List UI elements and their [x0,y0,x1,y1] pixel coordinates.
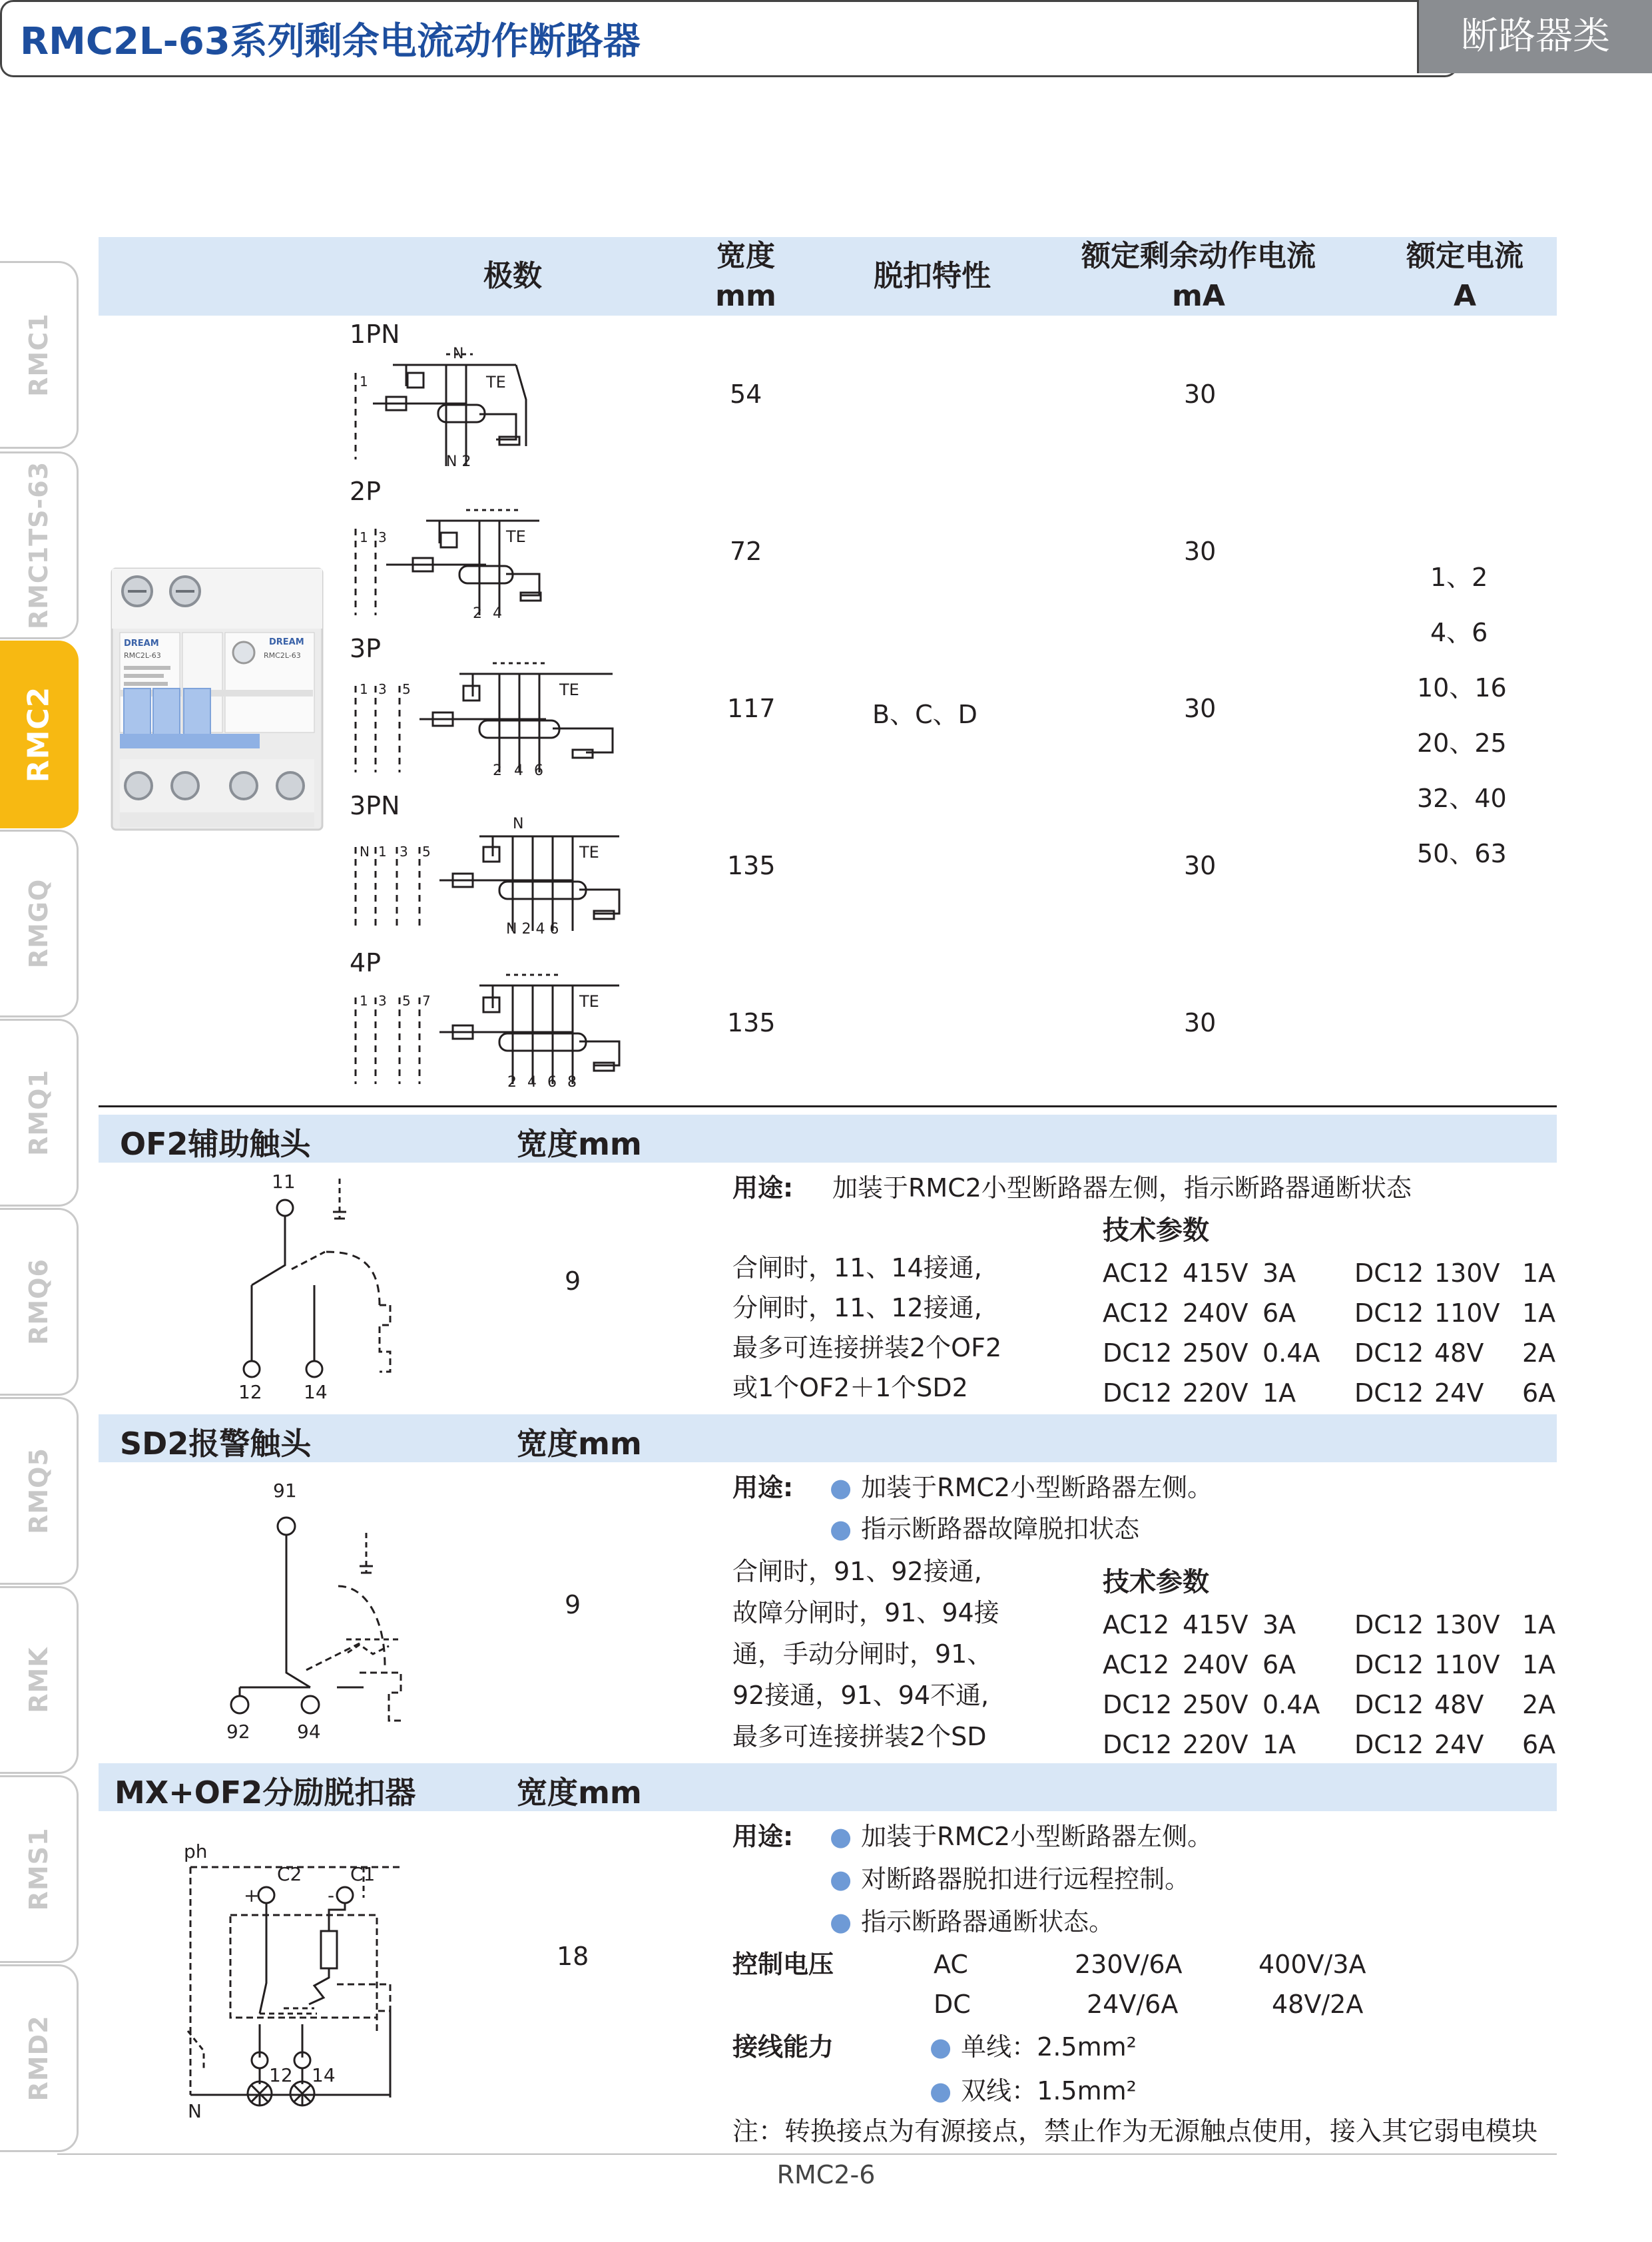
spec-cell: AC12 [1103,1610,1170,1639]
col-header-trip: 脱扣特性 [874,259,991,293]
col-header-width-unit: mm [715,279,776,313]
mx-label-c1: C1 [350,1863,376,1885]
wiring-diagram-3pn [346,814,639,940]
spec-cell: 1A [1262,1378,1296,1408]
wiring-diagram-4p [346,971,639,1097]
spec-cell: AC12 [1103,1259,1170,1288]
side-tab-rmq6[interactable]: RMQ6 [0,1208,79,1396]
table-cell-residual: 30 [1184,380,1217,409]
diagram-label-n: N [453,346,464,362]
mx-width-value: 18 [557,1942,589,1971]
diagram-label-2p-te: TE [506,527,526,546]
spec-cell: 240V [1183,1298,1248,1328]
mx-label-c2: C2 [277,1863,302,1885]
sd2-spec-title: 技术参数 [1103,1567,1209,1597]
spec-cell: 220V [1183,1378,1248,1408]
diagram-label-4p-3: 3 [378,993,387,1009]
diagram-label-n2: N 2 [446,453,471,470]
of2-usage-text: 加装于RMC2小型断路器左侧，指示断路器通断状态 [832,1173,1412,1203]
of2-desc-line: 合闸时，11、14接通, [732,1253,982,1282]
diagram-label-4p-1: 1 [360,993,368,1009]
device-model-label: RMC2L-63 [124,651,161,660]
mx-width-label: 宽度mm [517,1775,642,1811]
of2-section-band [99,1115,1557,1163]
mx-voltage-label: 控制电压 [732,1950,834,1979]
of2-usage-label: 用途: [732,1173,794,1203]
diagram-label-2p-1: 1 [360,529,368,545]
spec-cell: DC12 [1354,1730,1424,1759]
col-header-residual: 额定剩余动作电流 [1081,239,1316,273]
bullet-icon: ● [930,2032,952,2062]
spec-cell: DC12 [1354,1259,1424,1288]
spec-cell: DC12 [1354,1610,1424,1639]
mx-title: MX+OF2分励脱扣器 [115,1775,416,1811]
sd2-usage-item: ● 指示断路器故障脱扣状态 [830,1514,1140,1543]
mx-label-n: N [188,2100,202,2122]
spec-cell: AC12 [1103,1650,1170,1679]
rated-current-item: 32、40 [1417,784,1507,813]
category-badge: 断路器类 [1417,0,1652,73]
side-tab-rmq1[interactable]: RMQ1 [0,1019,79,1207]
rated-current-item: 20、25 [1417,728,1507,758]
diagram-label-3pn-n246: N 2 4 6 [506,921,559,938]
rated-current-item: 4、6 [1430,618,1488,647]
table-cell-residual: 30 [1184,694,1217,723]
of2-terminal-14: 14 [304,1381,328,1403]
of2-title: OF2辅助触头 [120,1126,311,1162]
table-cell-residual: 30 [1184,1008,1217,1037]
mx-label-minus: - [328,1884,335,1906]
mx-voltage-type: AC [934,1950,968,1979]
of2-terminal-11: 11 [272,1171,296,1193]
diagram-label-4p-7: 7 [422,993,431,1009]
spec-cell: 0.4A [1262,1338,1320,1368]
of2-contact-diagram [233,1172,406,1405]
table-cell-trip-curves: B、C、D [872,700,977,729]
table-cell-width: 117 [727,694,776,723]
spec-cell: 6A [1262,1298,1296,1328]
of2-spec-title: 技术参数 [1103,1215,1209,1246]
side-tab-rmq5[interactable]: RMQ5 [0,1397,79,1585]
spec-cell: 1A [1522,1259,1556,1288]
spec-cell: 250V [1183,1690,1248,1719]
spec-cell: 130V [1434,1259,1500,1288]
spec-cell: DC12 [1354,1298,1424,1328]
spec-cell: 2A [1522,1690,1556,1719]
table-cell-width: 135 [727,1008,776,1037]
col-header-rated: 额定电流 [1406,239,1523,273]
footer-divider [57,2153,1557,2155]
spec-cell: 24V [1434,1378,1484,1408]
table-cell-width: 72 [730,537,762,566]
product-photo [111,566,324,832]
sd2-section-band [99,1414,1557,1462]
side-tab-rmk[interactable]: RMK [0,1586,79,1774]
pole-label-3p: 3P [350,634,382,663]
table-cell-width: 54 [730,380,762,409]
spec-cell: DC12 [1103,1378,1173,1408]
mx-voltage-value: 24V/6A [1087,1990,1179,2019]
page-title: RMC2L-63系列剩余电流动作断路器 [20,20,641,63]
bullet-icon: ● [830,1473,852,1502]
diagram-label-te: TE [486,373,506,392]
side-tab-rmd2[interactable]: RMD2 [0,1964,79,2152]
bullet-icon: ● [930,2076,952,2105]
spec-cell: 1A [1522,1610,1556,1639]
spec-cell: 3A [1262,1610,1296,1639]
mx-terminal-12: 12 [269,2064,293,2086]
diagram-label-4p-5: 5 [402,993,411,1009]
sd2-title: SD2报警触头 [120,1426,312,1462]
of2-terminal-12: 12 [238,1381,262,1403]
diagram-label-1: 1 [360,374,368,390]
col-header-rated-unit: A [1453,279,1477,313]
spec-cell: 3A [1262,1259,1296,1288]
col-header-width: 宽度 [716,239,775,273]
diagram-label-2p-2: 2 [473,605,482,622]
mx-wiring-item: ● 双线：1.5mm² [930,2076,1137,2105]
spec-cell: 415V [1183,1259,1248,1288]
spec-cell: DC12 [1103,1690,1173,1719]
spec-cell: DC12 [1354,1378,1424,1408]
spec-cell: DC12 [1354,1338,1424,1368]
diagram-label-4p-4: 4 [527,1074,537,1091]
spec-cell: DC12 [1103,1730,1173,1759]
mx-wiring-item: ● 单线：2.5mm² [930,2032,1137,2062]
mx-note: 注：转换接点为有源接点，禁止作为无源触点使用，接入其它弱电模块 [732,2117,1538,2147]
of2-desc-line: 或1个OF2＋1个SD2 [732,1373,968,1402]
side-tab-rmc2[interactable]: RMC2 [0,641,79,828]
of2-desc-line: 分闸时，11、12接通, [732,1293,982,1322]
pole-label-1pn: 1PN [350,320,400,349]
sd2-width-value: 9 [565,1590,581,1619]
side-tab-rms1[interactable]: RMS1 [0,1775,79,1963]
spec-cell: 6A [1262,1650,1296,1679]
diagram-label-3pn-1: 1 [378,844,387,860]
sd2-terminal-94: 94 [297,1721,321,1743]
sd2-desc-line: 故障分闸时，91、94接 [732,1598,999,1627]
diagram-label-2p-4: 4 [493,605,502,622]
sd2-desc-line: 合闸时，91、92接通, [732,1557,982,1586]
diagram-label-3p-3: 3 [378,681,387,697]
pole-label-2p: 2P [350,477,382,506]
diagram-label-3p-6: 6 [534,762,543,779]
spec-cell: 110V [1434,1298,1500,1328]
sd2-usage-label: 用途: [732,1473,794,1502]
spec-cell: 110V [1434,1650,1500,1679]
rated-current-item: 10、16 [1417,673,1507,702]
mx-usage-item: ● 加装于RMC2小型断路器左侧。 [830,1822,1213,1851]
bullet-icon: ● [830,1822,852,1851]
diagram-label-3pn-n-left: N [360,844,370,860]
diagram-label-3pn-te: TE [579,843,599,862]
page-number: RMC2-6 [776,2160,876,2189]
device-model-label-2: RMC2L-63 [264,651,301,660]
device-brand-label-2: DREAM [269,637,304,647]
mx-wiring-label: 接线能力 [732,2032,834,2062]
diagram-label-3pn-3: 3 [400,844,408,860]
pole-label-4p: 4P [350,948,382,978]
spec-cell: 6A [1522,1378,1556,1408]
spec-cell: 48V [1434,1338,1484,1368]
side-tab-rmgq[interactable]: RMGQ [0,830,79,1017]
sd2-width-label: 宽度mm [517,1426,642,1462]
diagram-label-3pn-n: N [513,816,524,832]
diagram-label-4p-8: 8 [567,1074,577,1091]
diagram-label-3pn-5: 5 [422,844,431,860]
spec-cell: 130V [1434,1610,1500,1639]
diagram-label-4p-2: 2 [507,1074,517,1091]
bullet-icon: ● [830,1907,852,1936]
bullet-icon: ● [830,1514,852,1543]
wiring-diagram-3p [346,659,626,786]
mx-usage-item: ● 指示断路器通断状态。 [830,1907,1115,1936]
mx-wiring-diagram [177,1831,423,2122]
mx-usage-label: 用途: [732,1822,794,1851]
spec-cell: DC12 [1354,1650,1424,1679]
sd2-desc-line: 92接通，91、94不通, [732,1681,989,1710]
mx-label-ph: ph [184,1840,208,1862]
spec-cell: DC12 [1354,1690,1424,1719]
of2-width-label: 宽度mm [517,1126,642,1162]
spec-cell: 220V [1183,1730,1248,1759]
diagram-label-3p-5: 5 [402,681,411,697]
diagram-label-3p-te: TE [559,681,579,699]
of2-desc-line: 最多可连接拼装2个OF2 [732,1333,1002,1362]
diagram-label-3p-1: 1 [360,681,368,697]
sd2-usage-item: ● 加装于RMC2小型断路器左侧。 [830,1473,1213,1502]
sd2-desc-line: 通，手动分闸时，91、 [732,1639,993,1669]
bullet-icon: ● [830,1864,852,1894]
mx-terminal-14: 14 [312,2064,336,2086]
spec-cell: 48V [1434,1690,1484,1719]
table-divider [99,1105,1557,1107]
table-cell-residual: 30 [1184,851,1217,880]
col-header-residual-unit: mA [1172,279,1225,313]
spec-cell: 24V [1434,1730,1484,1759]
spec-cell: 415V [1183,1610,1248,1639]
mx-usage-item: ● 对断路器脱扣进行远程控制。 [830,1864,1191,1894]
spec-cell: DC12 [1103,1338,1173,1368]
of2-width-value: 9 [565,1266,581,1296]
spec-cell: 2A [1522,1338,1556,1368]
spec-cell: 1A [1262,1730,1296,1759]
diagram-label-3p-2: 2 [493,762,502,779]
device-brand-label: DREAM [124,639,159,649]
diagram-label-3p-4: 4 [514,762,523,779]
mx-label-plus: + [244,1884,260,1906]
spec-cell: 1A [1522,1298,1556,1328]
mx-voltage-type: DC [934,1990,971,2019]
diagram-label-4p-te: TE [579,992,599,1011]
pole-label-3pn: 3PN [350,791,400,820]
mx-voltage-value: 400V/3A [1258,1950,1366,1979]
diagram-label-4p-6: 6 [547,1074,557,1091]
rated-current-item: 50、63 [1417,839,1507,868]
col-header-poles: 极数 [483,259,542,293]
spec-cell: 6A [1522,1730,1556,1759]
wiring-diagram-2p [346,502,546,629]
rated-current-item: 1、2 [1430,563,1488,592]
spec-cell: 1A [1522,1650,1556,1679]
sd2-contact-diagram [226,1473,419,1753]
mx-voltage-value: 48V/2A [1272,1990,1364,2019]
side-tab-rmc1ts63[interactable]: RMC1TS-63 [0,451,79,639]
side-tab-rmc1[interactable]: RMC1 [0,261,79,449]
diagram-label-2p-3: 3 [378,529,387,545]
spec-cell: 0.4A [1262,1690,1320,1719]
mx-voltage-value: 230V/6A [1075,1950,1183,1979]
sd2-terminal-91: 91 [273,1480,297,1502]
page-header [0,0,1610,77]
spec-cell: AC12 [1103,1298,1170,1328]
sd2-desc-line: 最多可连接拼装2个SD [732,1722,987,1751]
spec-cell: 250V [1183,1338,1248,1368]
sd2-terminal-92: 92 [226,1721,250,1743]
wiring-diagram-1pn [346,346,546,473]
table-cell-residual: 30 [1184,537,1217,566]
table-cell-width: 135 [727,851,776,880]
spec-cell: 240V [1183,1650,1248,1679]
